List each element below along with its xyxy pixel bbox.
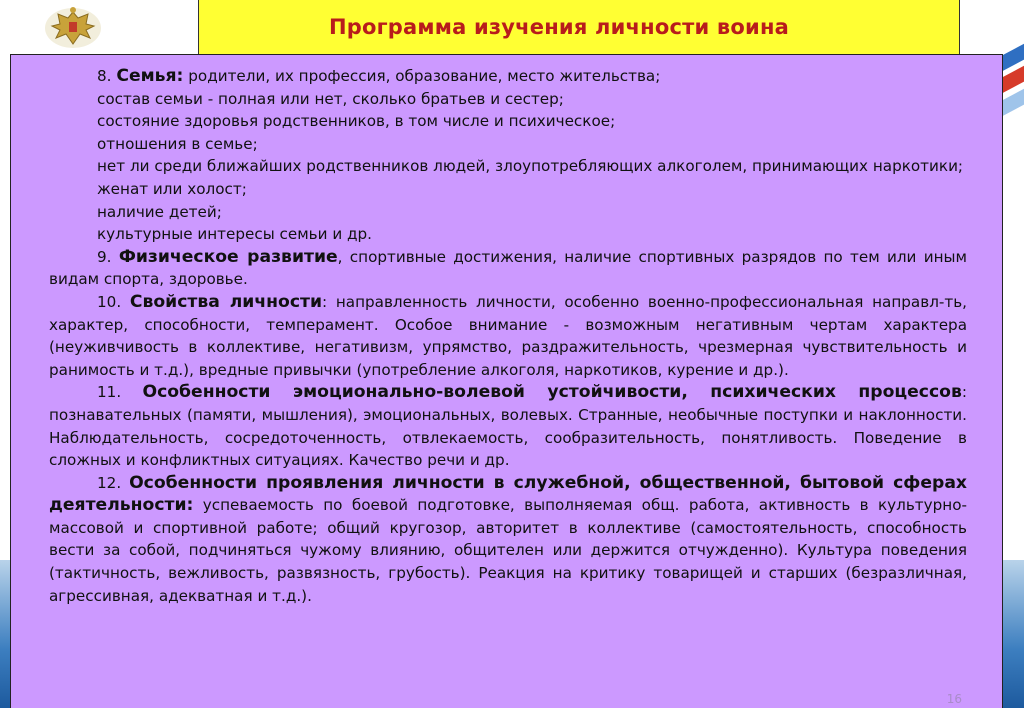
item-9-text: , спортивные достижения, наличие спортивных разрядов по тем или иным видам спорта, здоровье. bbox=[49, 247, 967, 289]
item-8-line: состав семьи - полная или нет, сколько братьев и сестер; bbox=[97, 89, 564, 108]
item-10-number: 10. bbox=[97, 292, 122, 311]
item-9-heading: Физическое развитие bbox=[118, 246, 338, 267]
item-8-line: культурные интересы семьи и др. bbox=[97, 225, 372, 244]
item-8-line: отношения в семье; bbox=[97, 134, 258, 153]
item-10-heading: Свойства личности bbox=[129, 291, 323, 312]
item-10-text: : направленность личности, особенно военно-профессиональная направл-ть, характер, способности, темперамент. Особое внимание - возможным негативным чертам характера (неуживчивость в коллективе, негативизм, упрямство, раздражительность, чрезмерная чувствительность и ранимость и т.д.), вредные привычки (употребление алкоголя, наркотиков, курение и др.). bbox=[49, 292, 968, 379]
item-10 bbox=[49, 291, 967, 381]
item-8-line: состояние здоровья родственников, в том числе и психическое; bbox=[97, 112, 616, 131]
item-12-heading: Особенности проявления личности в служебной, общественной, бытовой сферах деятельности: bbox=[49, 472, 967, 516]
item-8-line: наличие детей; bbox=[97, 202, 222, 221]
item-8-number: 8. bbox=[97, 67, 112, 85]
page-number: 16 bbox=[946, 692, 962, 706]
item-12 bbox=[49, 472, 967, 608]
item-8-line: родители, их профессия, образование, место жительства; bbox=[188, 67, 661, 85]
item-8-line: женат или холост; bbox=[97, 179, 247, 198]
item-8-heading: Семья: bbox=[116, 66, 184, 86]
item-11 bbox=[49, 381, 967, 471]
item-9 bbox=[49, 246, 967, 291]
item-9-number: 9. bbox=[97, 247, 112, 266]
item-8 bbox=[49, 65, 967, 88]
item-11-text: : познавательных (памяти, мышления), эмоциональных, волевых. Странные, необычные поступки и наклонности. Наблюдательность, сосредоточенность, отвлекаемость, сообразительность, понятливость. Поведение в сложных и конфликтных ситуациях. Качество речи и др. bbox=[49, 383, 967, 470]
title-bar bbox=[198, 0, 960, 55]
item-11-heading: Особенности эмоционально-волевой устойчивости, психических процессов bbox=[142, 382, 962, 403]
item-12-number: 12. bbox=[97, 473, 122, 492]
item-12-text: успеваемость по боевой подготовке, выполняемая общ. работа, активность в культурно-массовой и спортивной работе; общий кругозор, авторитет в коллективе (самостоятельность, способность вести за собой, подчиняться чужому влиянию, общителен или держится отчужденно). Культура поведения (тактичность, вежливость, развязность, грубость). Реакция на критику товарищей и старших (безразличная, агрессивная, адекватная и т.д.). bbox=[49, 496, 967, 605]
item-11-number: 11. bbox=[97, 383, 122, 402]
item-8-line: нет ли среди ближайших родственников людей, злоупотребляющих алкоголем, принимающих наркотики; bbox=[97, 157, 964, 176]
content-text bbox=[49, 65, 967, 607]
page-title: Программа изучения личности воина bbox=[328, 15, 790, 39]
content-panel bbox=[10, 54, 1003, 708]
double-headed-eagle-emblem-icon bbox=[42, 4, 104, 50]
